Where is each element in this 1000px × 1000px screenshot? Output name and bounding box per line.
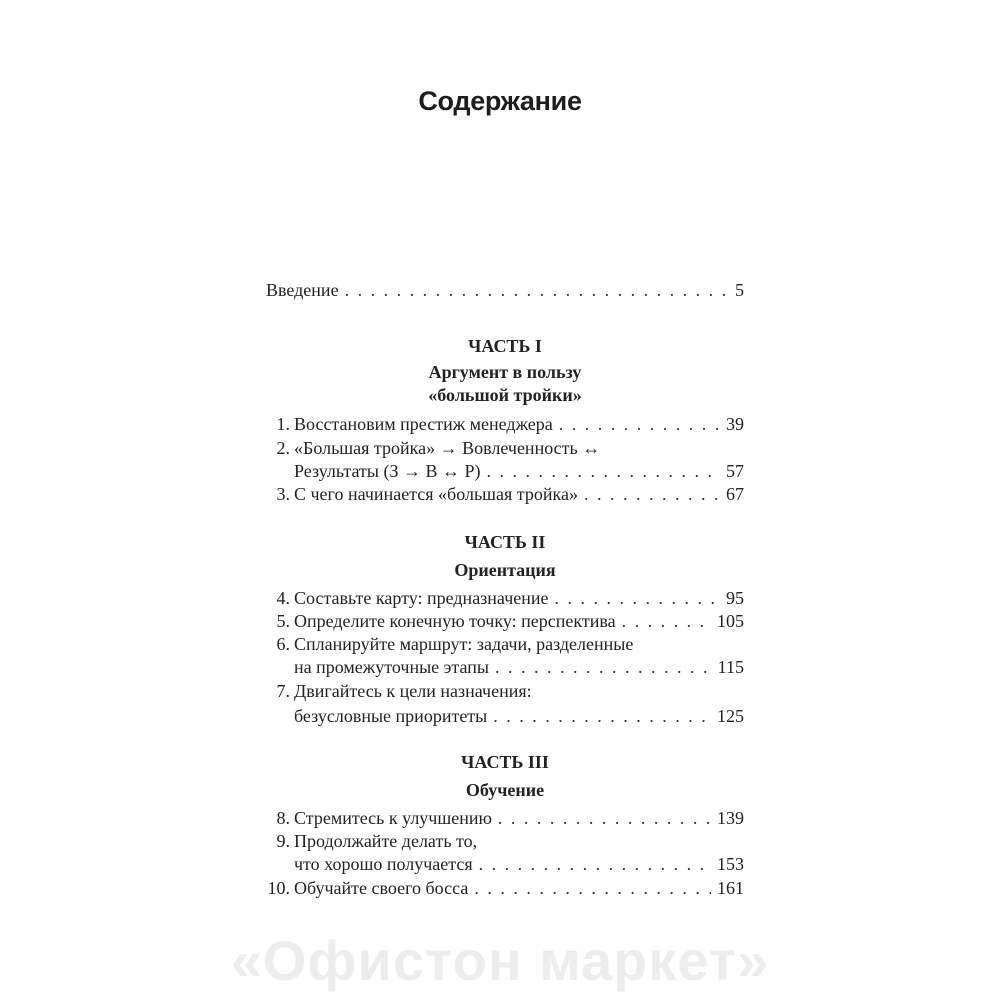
chapter-title: «Большая тройка» → Вовлеченность ↔ <box>294 438 601 458</box>
chapter-number: 7. <box>276 681 290 701</box>
toc-page-number: 161 <box>717 878 744 898</box>
dot-leader <box>345 278 729 302</box>
dot-leader <box>487 459 720 483</box>
part-heading: ЧАСТЬ II <box>464 532 546 552</box>
chapter-title-continued: Результаты (З → В ↔ Р) <box>294 461 481 481</box>
toc-entry-chapter-9-cont[interactable] <box>266 852 744 876</box>
dot-leader <box>479 852 711 876</box>
toc-entry-chapter-2[interactable] <box>266 436 744 460</box>
part-subtitle: Аргумент в пользу <box>428 362 582 382</box>
chapter-number: 8. <box>276 808 290 828</box>
toc-page-number: 39 <box>726 414 744 434</box>
toc-entry-chapter-7[interactable] <box>266 679 744 703</box>
chapter-title: Определите конечную точку: перспектива <box>294 611 616 631</box>
dot-leader <box>559 412 720 436</box>
toc-page-number: 115 <box>717 657 744 677</box>
chapter-number: 3. <box>276 484 290 504</box>
part-subtitle: Обучение <box>465 780 545 800</box>
part-heading: ЧАСТЬ I <box>468 336 542 356</box>
dot-leader <box>495 655 712 679</box>
toc-page-number: 5 <box>735 280 744 300</box>
toc-entry-label: Введение <box>266 280 339 300</box>
chapter-title: Двигайтесь к цели назначения: <box>294 681 532 701</box>
chapter-title: Обучайте своего босса <box>294 878 469 898</box>
chapter-title: Спланируйте маршрут: задачи, разделенные <box>294 634 634 654</box>
toc-page-number: 153 <box>717 854 744 874</box>
toc-entry-chapter-5[interactable] <box>266 609 744 633</box>
chapter-title: С чего начинается «большая тройка» <box>294 484 578 504</box>
dot-leader <box>474 876 711 900</box>
chapter-title: Восстановим престиж менеджера <box>294 414 553 434</box>
toc-page-number: 125 <box>717 706 744 726</box>
toc-entry-chapter-2-cont[interactable] <box>266 459 744 483</box>
chapter-title-continued: что хорошо получается <box>294 854 473 874</box>
toc-page-number: 67 <box>726 484 744 504</box>
chapter-number: 5. <box>276 611 290 631</box>
toc-page-number: 95 <box>726 588 744 608</box>
part-subtitle: Ориентация <box>454 560 556 580</box>
toc-entry-chapter-10[interactable] <box>266 876 744 900</box>
dot-leader <box>584 482 720 506</box>
toc-page-number: 105 <box>717 611 744 631</box>
chapter-number: 1. <box>276 414 290 434</box>
toc-entry-chapter-6-cont[interactable] <box>266 655 744 679</box>
page-title: Содержание <box>418 86 582 116</box>
chapter-title-continued: безусловные приоритеты <box>294 706 488 726</box>
chapter-number: 6. <box>276 634 290 654</box>
chapter-title: Составьте карту: предназначение <box>294 588 549 608</box>
watermark: «Офистон маркет» <box>230 929 770 992</box>
dot-leader <box>555 586 721 610</box>
chapter-title: Продолжайте делать то, <box>294 831 478 851</box>
toc-entry-intro[interactable] <box>266 278 744 302</box>
toc-entry-chapter-1[interactable] <box>266 412 744 436</box>
toc-entry-chapter-3[interactable] <box>266 482 744 506</box>
chapter-number: 9. <box>276 831 290 851</box>
toc-page-number: 57 <box>726 461 744 481</box>
part-subtitle: «большой тройки» <box>428 385 582 405</box>
toc-page-number: 139 <box>717 808 744 828</box>
dot-leader <box>493 704 711 728</box>
toc-entry-chapter-6[interactable] <box>266 632 744 656</box>
chapter-title-continued: на промежуточные этапы <box>294 657 489 677</box>
chapter-number: 10. <box>267 878 290 898</box>
dot-leader <box>622 609 711 633</box>
toc-entry-chapter-7-cont[interactable] <box>266 704 744 728</box>
chapter-number: 4. <box>276 588 290 608</box>
dot-leader <box>498 806 711 830</box>
toc-entry-chapter-8[interactable] <box>266 806 744 830</box>
chapter-number: 2. <box>276 438 290 458</box>
toc-entry-chapter-9[interactable] <box>266 829 744 853</box>
part-heading: ЧАСТЬ III <box>461 752 549 772</box>
toc-entry-chapter-4[interactable] <box>266 586 744 610</box>
chapter-title: Стремитесь к улучшению <box>294 808 492 828</box>
